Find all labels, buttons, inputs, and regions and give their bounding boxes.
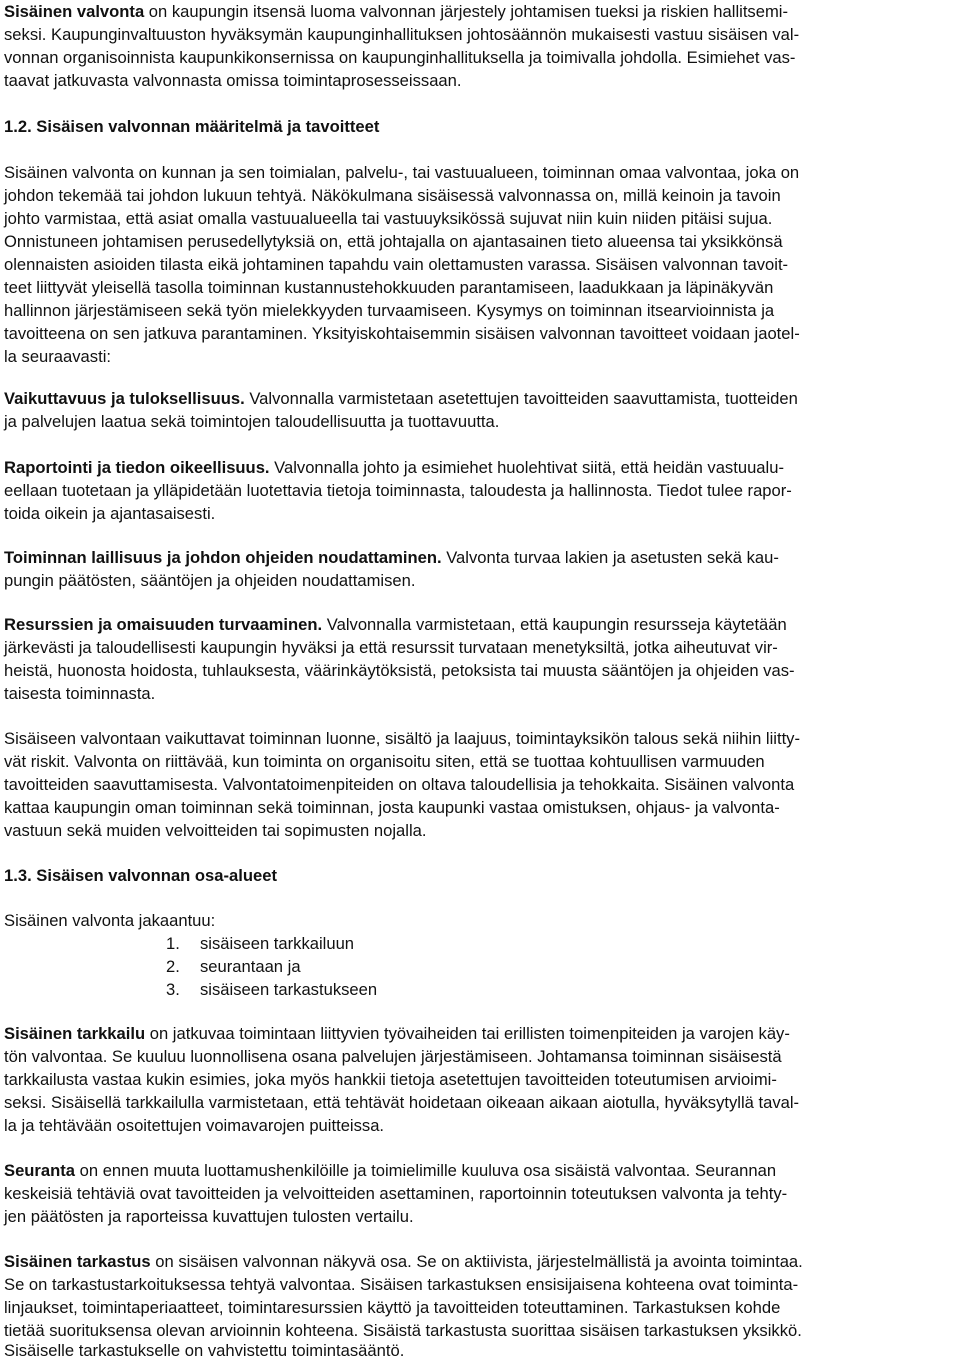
line-text: la ja tehtävään osoitettujen voimavarojen puitteissa. (4, 1116, 385, 1135)
text-line (4, 546, 779, 569)
text-line (4, 1273, 798, 1296)
text-line (4, 1182, 787, 1205)
list-text: seurantaan ja (200, 957, 301, 976)
text-line: johto varmistaa, että asiat omalla vastuualueella tai vastuuyksikössä sujuvat niin kuin niiden pitäisi sujua. (4, 209, 773, 228)
text-line (4, 1114, 384, 1137)
text-line: tavoitteena on sen jatkuva parantaminen. Yksityiskohtaisemmin sisäisen valvonnan tavoitteet voidaan jaotel- (4, 324, 800, 343)
bold-term: Seuranta (4, 1161, 76, 1180)
text-line: la seuraavasti: (4, 347, 111, 366)
text-line: vät riskit. Valvonta on riittävää, kun toiminta on organisoitu siten, että se tuottaa kohtuullisen varmuuden (4, 752, 765, 771)
text-line (4, 569, 415, 592)
text-line (4, 1045, 782, 1068)
text-line (4, 46, 795, 69)
text-line: johdon tekemää tai johdon lukuun tehtyä. Näkökulmana sisäisessä valvonnassa on, millä keinoin ja tavoin (4, 186, 781, 205)
line-text: on sisäisen valvonnan näkyvä osa. Se on aktiivista, järjestelmällistä ja avointa toimintaa. (150, 1252, 803, 1271)
list-number: 2. (166, 957, 180, 976)
text-line (4, 1250, 803, 1273)
bold-term: Vaikuttavuus ja tuloksellisuus. (4, 389, 245, 408)
text-line: Sisäinen valvonta jakaantuu: (4, 911, 216, 930)
line-text: järkevästi ja taloudellisesti kaupungin hyväksi ja että resurssit turvataan menetyksiltä, jotka aiheutuvat vir- (4, 638, 778, 657)
section-heading: 1.3. Sisäisen valvonnan osa-alueet (4, 866, 277, 885)
text-line (4, 23, 799, 46)
text-line (4, 1296, 780, 1319)
text-line: vastuun sekä muiden velvoitteiden tai sopimusten nojalla. (4, 821, 427, 840)
text-line: Sisäinen valvonta on kunnan ja sen toimialan, palvelu-, tai vastuualueen, toiminnan omaa valvontaa, joka on (4, 163, 800, 182)
text-line (4, 636, 778, 659)
list-text: sisäiseen tarkastukseen (200, 980, 378, 999)
line-text: jen päätösten ja raporteissa kuvattujen tulosten vertailu. (4, 1207, 414, 1226)
line-text: taisesta toiminnasta. (4, 684, 156, 703)
line-text: vonnan organisoinnista kaupunkikonsernissa on kaupunginhallituksella ja toimivalla johdolla. Esimiehet vas- (4, 48, 796, 67)
text-line (4, 659, 795, 682)
text-line (4, 502, 215, 525)
line-text: Valvonnalla johto ja esimiehet huolehtivat siitä, että heidän vastuualu- (269, 458, 784, 477)
line-text: tarkkailusta vastaa kukin esimies, joka myös hankkii tietoja asetettujen tavoitteiden toteutumisen arvioimi- (4, 1070, 777, 1089)
line-text: pungin päätösten, sääntöjen ja ohjeiden noudattamisen. (4, 571, 416, 590)
line-text: taavat jatkuvasta valvonnasta omissa toimintaprosesseissaan. (4, 71, 462, 90)
line-text: on jatkuvaa toimintaan liittyvien työvaiheiden tai erillisten toimenpiteiden ja varojen käy- (145, 1024, 790, 1043)
line-text: on kaupungin itsensä luoma valvonnan järjestely johtamisen tueksi ja riskien hallitsemi- (144, 2, 788, 21)
line-text: toida oikein ja ajantasaisesti. (4, 504, 216, 523)
text-line: Onnistuneen johtamisen perusedellytyksiä on, että johtajalla on ajantasainen tieto alueensa tai yksikkönsä (4, 232, 783, 251)
text-line (4, 1339, 404, 1362)
line-text: Valvonnalla varmistetaan asetettujen tavoitteiden saavuttamista, tuotteiden (244, 389, 798, 408)
line-text: ja palvelujen laatua sekä toimintojen taloudellisuutta ja tuottavuutta. (4, 412, 500, 431)
text-line (4, 1091, 799, 1114)
line-text: Se on tarkastustarkoituksessa tehtyä valvontaa. Sisäisen tarkastuksen ensisijaisena kohteena ovat toiminta- (4, 1275, 799, 1294)
line-text: seksi. Kaupunginvaltuuston hyväksymän kaupunginhallituksen johtosäännön mukaisesti vastuu sisäisen val- (4, 25, 800, 44)
line-text: linjaukset, toimintaperiaatteet, toimintaresurssien käyttö ja tavoitteiden toteuttaminen. Tarkastuksen kohde (4, 1298, 781, 1317)
text-line (4, 1068, 777, 1091)
bold-term: Sisäinen valvonta (4, 2, 145, 21)
bold-term: Sisäinen tarkkailu (4, 1024, 146, 1043)
text-line: olennaisten asioiden tilasta eikä johtaminen tapahdu vain olettamusten varassa. Sisäisen valvonnan tavoit- (4, 255, 789, 274)
bold-term: Toiminnan laillisuus ja johdon ohjeiden noudattaminen. (4, 548, 442, 567)
text-line (4, 387, 798, 410)
line-text: tön valvontaa. Se kuuluu luonnollisena osana palvelujen järjestämiseen. Johtamansa toiminnan sisäisestä (4, 1047, 782, 1066)
section-heading: 1.2. Sisäisen valvonnan määritelmä ja tavoitteet (4, 117, 380, 136)
bold-term: Resurssien ja omaisuuden turvaaminen. (4, 615, 323, 634)
list-text: sisäiseen tarkkailuun (200, 934, 355, 953)
text-line: tavoitteiden saavuttamisesta. Valvontatoimenpiteiden on oltava taloudellisia ja tehokkaita. Sisäinen valvonta (4, 775, 795, 794)
text-line (4, 456, 784, 479)
line-text: keskeisiä tehtäviä ovat tavoitteiden ja velvoitteiden asettaminen, raportoinnin toteutuksen valvonta ja tehty- (4, 1184, 788, 1203)
list-item (166, 932, 354, 955)
list-item (166, 978, 377, 1001)
list-number: 1. (166, 934, 180, 953)
text-line (4, 0, 788, 23)
line-text: eellaan tuotetaan ja ylläpidetään luotettavia tietoja toiminnasta, taloudesta ja hallinnosta. Tiedot tulee rapor- (4, 481, 792, 500)
text-line: Sisäiseen valvontaan vaikuttavat toiminnan luonne, sisältö ja laajuus, toimintayksikön talous sekä niihin liitty- (4, 729, 801, 748)
text-line (4, 1159, 776, 1182)
text-line (4, 69, 462, 92)
text-line (4, 682, 155, 705)
line-text: Valvonnalla varmistetaan, että kaupungin resursseja käytetään (322, 615, 787, 634)
line-text: tietää suorituksensa olevan arvioinnin kohteena. Sisäistä tarkastusta suorittaa sisäisen tarkastuksen yksikkö. (4, 1321, 802, 1340)
text-line (4, 1205, 414, 1228)
text-line: kattaa kaupungin oman toiminnan sekä toiminnan, josta kaupunki vastaa omistuksen, ohjaus- ja valvonta- (4, 798, 780, 817)
text-line (4, 410, 499, 433)
line-text: Valvonta turvaa lakien ja asetusten sekä kau- (441, 548, 779, 567)
bold-term: Raportointi ja tiedon oikeellisuus. (4, 458, 270, 477)
text-line (4, 479, 792, 502)
line-text: heistä, huonosta hoidosta, tuhlauksesta, väärinkäytöksistä, petoksista tai muusta sääntöjen ja ohjeiden vas- (4, 661, 795, 680)
bold-term: Sisäinen tarkastus (4, 1252, 151, 1271)
list-number: 3. (166, 980, 180, 999)
line-text: seksi. Sisäisellä tarkkailulla varmistetaan, että tehtävät hoidetaan oikeaan aikaan aiotulla, hyväksytyllä taval- (4, 1093, 800, 1112)
text-line (4, 613, 787, 636)
text-line (4, 1022, 790, 1045)
text-line: teet liittyvät yleisellä tasolla toiminnan kustannustehokkuuden parantamiseen, laadukkaan ja läpinäkyvän (4, 278, 774, 297)
line-text: on ennen muuta luottamushenkilöille ja toimielimille kuuluva osa sisäistä valvontaa. Seurannan (75, 1161, 777, 1180)
text-line: hallinnon järjestämiseen sekä työn mielekkyyden turvaamiseen. Kysymys on toiminnan itsearvioinnista ja (4, 301, 775, 320)
line-text: Sisäiselle tarkastukselle on vahvistettu toimintasääntö. (4, 1341, 405, 1360)
list-item (166, 955, 301, 978)
